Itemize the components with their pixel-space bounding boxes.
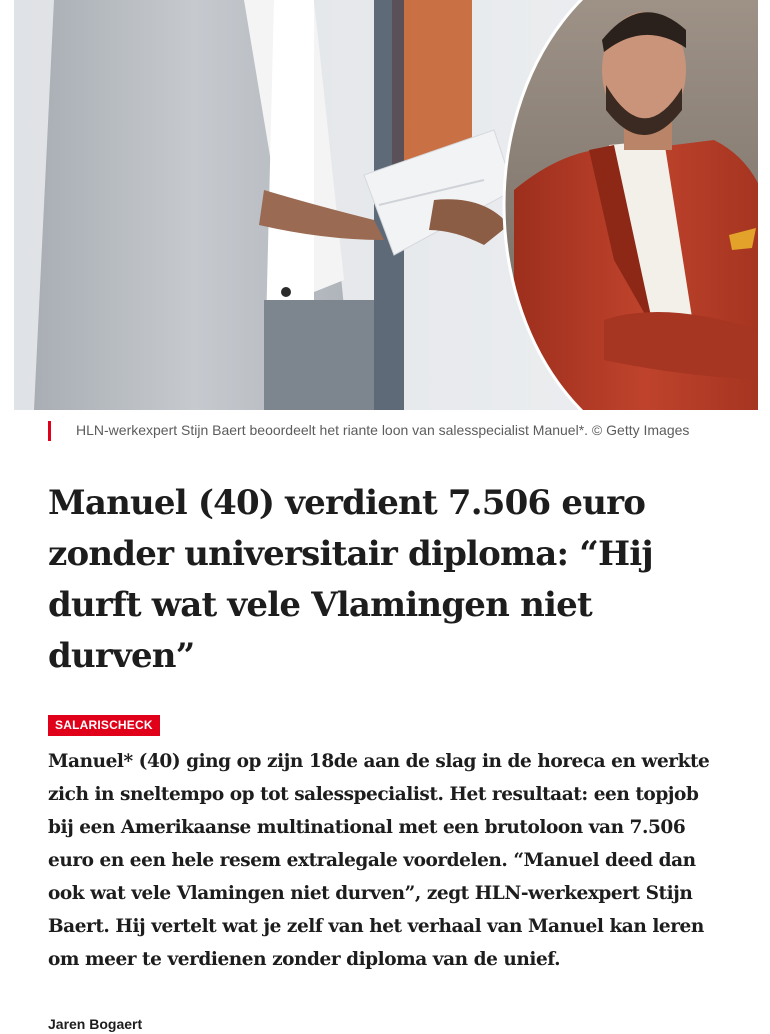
article-headline: Manuel (40) verdient 7.506 euro zonder universitair diploma: “Hij durft wat vele Vlamingen niet durven” <box>48 483 653 676</box>
hero-image <box>14 0 758 410</box>
article-lead: Manuel* (40) ging op zijn 18de aan de slag in de horeca en werkte zich in sneltempo op tot salesspecialist. Het resultaat: een topjob bij een Amerikaanse multinational met een brutoloon van 7.506 euro en een hele resem extralegale voordelen. “Manuel deed dan ook wat vele Vlamingen niet durven”, zegt HLN-werkexpert Stijn Baert. Hij vertelt wat je zelf van het verhaal van Manuel kan leren om meer te verdienen zonder diploma van de unief. <box>48 751 710 970</box>
category-badge[interactable]: SALARISCHECK <box>48 715 160 736</box>
image-caption <box>48 420 718 441</box>
caption-text: HLN-werkexpert Stijn Baert beoordeelt het riante loon van salesspecialist Manuel*. © Getty Images <box>76 422 690 438</box>
article-author[interactable]: Jaren Bogaert <box>48 1016 143 1032</box>
hero-photo-collage <box>14 0 758 410</box>
caption-accent-bar <box>48 421 51 441</box>
